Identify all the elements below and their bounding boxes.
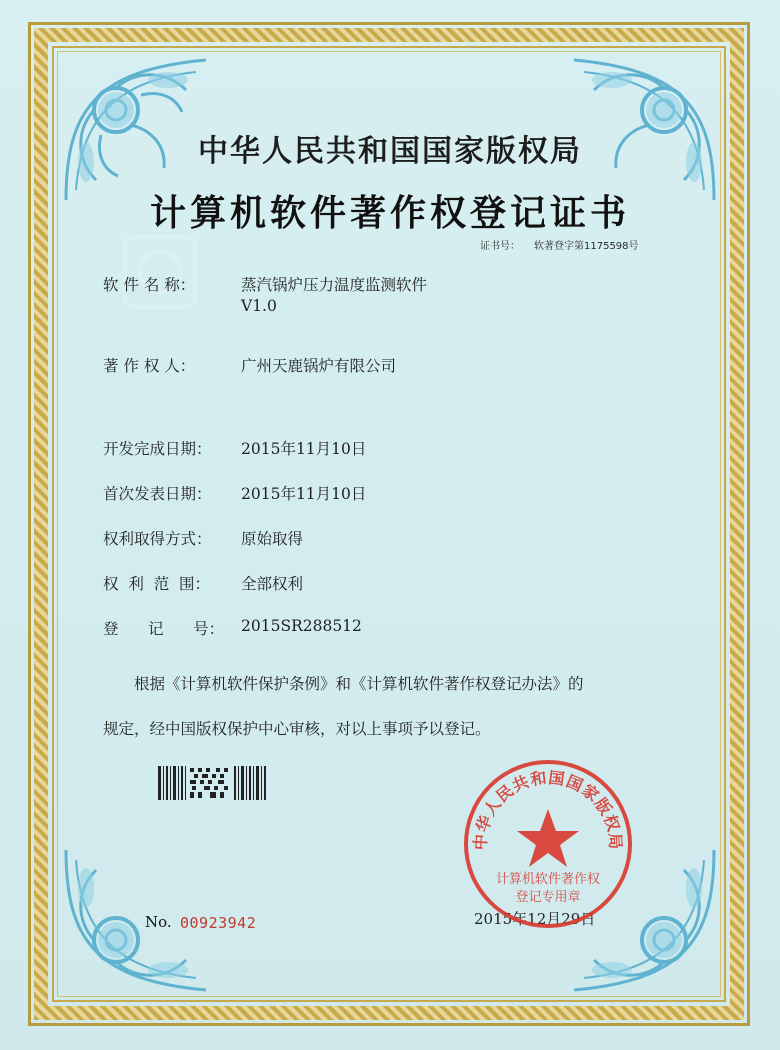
certificate-number bbox=[480, 237, 639, 252]
issuing-authority-title: 中华人民共和国国家版权局 bbox=[198, 134, 582, 169]
field-publication-date bbox=[103, 482, 367, 504]
field-label: 首次发表日期： bbox=[103, 485, 212, 503]
serial-number-label: No. bbox=[145, 913, 172, 931]
svg-text:计算机软件著作权: 计算机软件著作权 bbox=[495, 872, 601, 887]
field-rights-scope bbox=[103, 572, 304, 594]
barcode-icon bbox=[158, 766, 268, 800]
serial-number-value: 00923942 bbox=[180, 914, 257, 932]
field-registration-number bbox=[103, 617, 362, 639]
certificate-title: 计算机软件著作权登记证书 bbox=[149, 192, 630, 234]
issue-date: 2015年12月29日 bbox=[474, 910, 596, 928]
certificate-number-value: 软著登字第1175598号 bbox=[534, 241, 639, 252]
field-value: 2015年11月10日 bbox=[241, 440, 367, 458]
field-label: 开发完成日期： bbox=[103, 440, 212, 458]
official-seal-icon bbox=[461, 757, 635, 931]
field-value: 2015SR288512 bbox=[241, 617, 362, 635]
field-value-version: V1.0 bbox=[241, 297, 277, 315]
field-label: 登 记 号： bbox=[103, 620, 225, 638]
field-label: 权利取得方式： bbox=[103, 530, 212, 548]
statement-text bbox=[103, 662, 703, 752]
statement-line: 规定，经中国版权保护中心审核，对以上事项予以登记。 bbox=[103, 720, 491, 738]
field-software-name bbox=[103, 273, 428, 315]
field-value: 原始取得 bbox=[241, 530, 304, 548]
field-label: 软 件 名 称： bbox=[103, 276, 196, 294]
svg-text:中华人民共和国国家版权局: 中华人民共和国国家版权局 bbox=[470, 767, 626, 851]
field-value: 蒸汽锅炉压力温度监测软件 bbox=[241, 276, 428, 294]
certificate-number-label: 证书号： bbox=[480, 241, 520, 252]
field-value: 2015年11月10日 bbox=[241, 485, 367, 503]
field-copyright-owner bbox=[103, 354, 397, 376]
field-acquisition-method bbox=[103, 527, 304, 549]
field-development-date bbox=[103, 437, 367, 459]
watermark-logo-icon bbox=[120, 232, 200, 312]
svg-text:登记专用章: 登记专用章 bbox=[515, 890, 581, 905]
field-value: 广州天鹿锅炉有限公司 bbox=[241, 357, 397, 375]
field-value: 全部权利 bbox=[241, 575, 304, 593]
field-label: 著 作 权 人： bbox=[103, 357, 196, 375]
statement-line: 根据《计算机软件保护条例》和《计算机软件著作权登记办法》的 bbox=[134, 675, 584, 693]
field-label: 权 利 范 围： bbox=[103, 575, 211, 593]
